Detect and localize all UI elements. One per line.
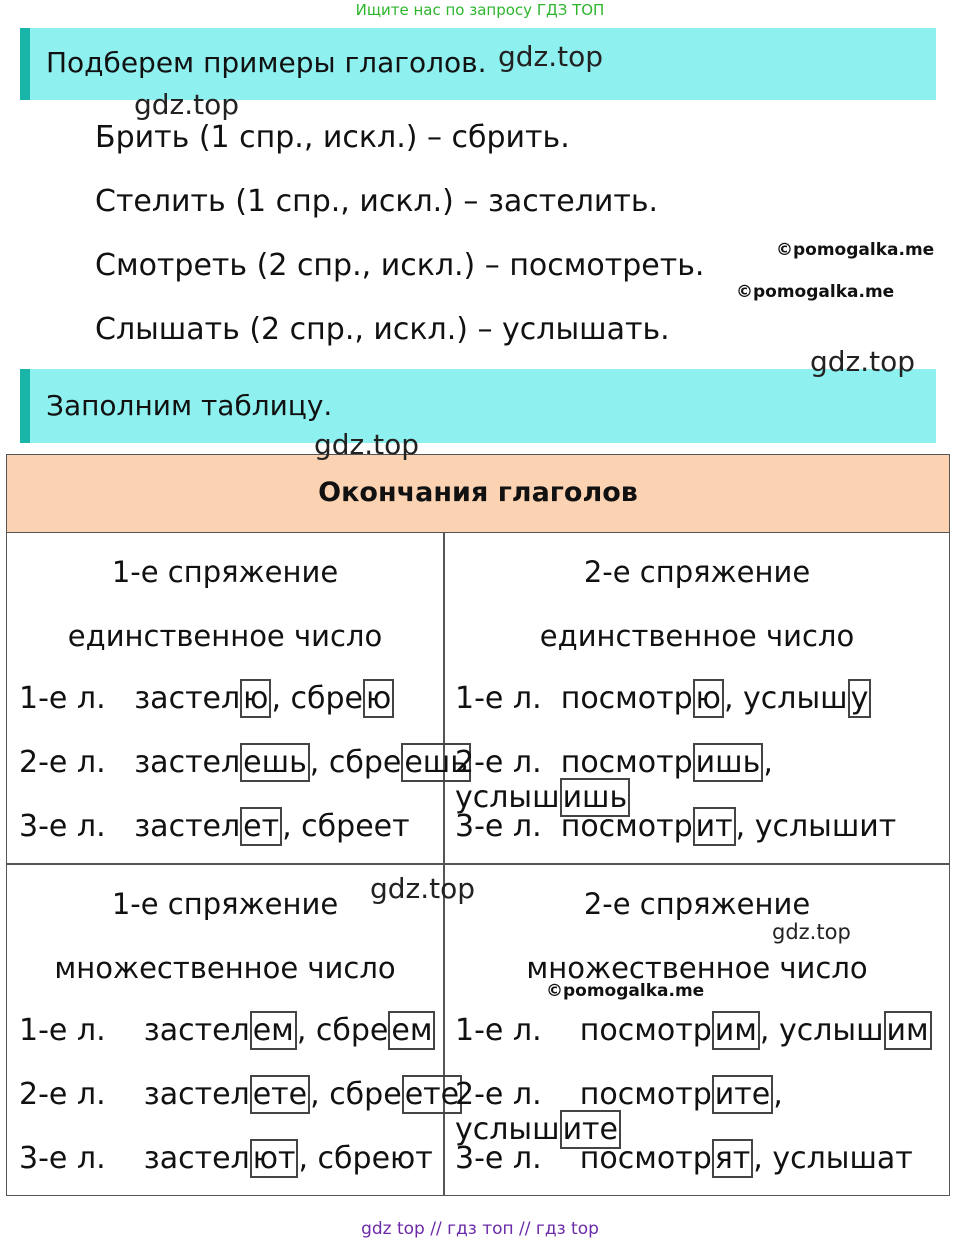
ending-box: ю (693, 679, 724, 718)
verb-base: Смотреть (95, 248, 248, 283)
table-row (19, 1141, 433, 1176)
separator: , (763, 745, 773, 780)
instruction-panel-2 (20, 369, 936, 443)
ending-box: ю (363, 679, 394, 718)
table-row (455, 809, 896, 844)
ending-box: ю (240, 679, 271, 718)
watermark-pomogalka: ©pomogalka.me (546, 981, 705, 1001)
person-label: 1-е л. (19, 681, 106, 716)
verb-derived: услышать (502, 312, 661, 347)
person-label: 3-е л. (19, 1141, 106, 1176)
watermark-gdz: gdz.top (498, 40, 604, 73)
watermark-pomogalka: ©pomogalka.me (776, 240, 935, 260)
table-row (455, 1077, 949, 1147)
verb-derived: застелить (487, 184, 649, 219)
top-banner: Ищите нас по запросу ГДЗ ТОП (355, 1, 605, 19)
verb-example-1 (95, 120, 570, 155)
word-stem: сбре (329, 1077, 402, 1112)
number-title: множественное число (54, 951, 396, 985)
conjugation-title: 2-е спряжение (583, 887, 811, 921)
person-label: 2-е л. (19, 1077, 106, 1112)
ending-box: ишь (560, 778, 631, 817)
separator: , (759, 1013, 779, 1048)
ending-box: ешь (240, 743, 310, 782)
ending-box: ете (250, 1075, 310, 1114)
word-stem: сбре (290, 681, 364, 716)
word-stem: застел (143, 1141, 250, 1176)
table-title: Окончания глаголов (318, 477, 638, 508)
verb-example-3 (95, 248, 704, 283)
verb-end: . (660, 312, 670, 347)
number-title: множественное число (526, 951, 868, 985)
separator: , (773, 1077, 783, 1112)
ending-box: им (884, 1011, 932, 1050)
separator: , (309, 745, 329, 780)
ending-box: ите (712, 1075, 773, 1114)
separator: , сбреет (282, 809, 410, 844)
table-row (19, 1077, 462, 1112)
separator: , (310, 1077, 330, 1112)
person-label: 1-е л. (455, 1013, 542, 1048)
separator: , (271, 681, 291, 716)
ending-box: ите (560, 1110, 621, 1149)
separator: , (296, 1013, 316, 1048)
ending-box: ешь (401, 743, 471, 782)
watermark-gdz: gdz.top (370, 872, 476, 905)
separator: , сбреют (298, 1141, 433, 1176)
word-stem: посмотр (579, 1013, 712, 1048)
ending-box: ем (388, 1011, 435, 1050)
ending-box: ишь (693, 743, 764, 782)
verb-derived: посмотреть (509, 248, 695, 283)
ending-box: ем (250, 1011, 297, 1050)
ending-box: ет (240, 807, 282, 846)
word-stem: сбре (328, 745, 402, 780)
verb-info: (2 спр., искл.) – (247, 248, 510, 283)
word-stem: сбре (315, 1013, 389, 1048)
table-row (455, 1141, 913, 1176)
ending-box: ит (693, 807, 736, 846)
watermark-pomogalka: ©pomogalka.me (736, 282, 895, 302)
footer-watermark: gdz top // гдз топ // гдз top (361, 1219, 599, 1239)
word-stem: услыш (455, 1112, 560, 1147)
word-stem: посмотр (560, 809, 693, 844)
table-row (455, 1013, 932, 1048)
verb-base: Брить (95, 120, 190, 155)
instruction-text-2: Заполним таблицу. (46, 389, 333, 422)
person-label: 2-е л. (455, 1077, 542, 1112)
person-label: 2-е л. (19, 745, 106, 780)
verb-info: (1 спр., искл.) – (189, 120, 452, 155)
word-stem: посмотр (560, 681, 693, 716)
person-label: 3-е л. (455, 1141, 542, 1176)
person-label: 1-е л. (19, 1013, 106, 1048)
table-row (19, 1013, 435, 1048)
word-stem: услыш (455, 780, 560, 815)
table-header (7, 455, 949, 533)
person-label: 1-е л. (455, 681, 542, 716)
conjugation-title: 1-е спряжение (111, 555, 339, 589)
word-stem: застел (134, 809, 241, 844)
separator: , услышат (753, 1141, 913, 1176)
verb-base: Слышать (95, 312, 240, 347)
ending-box: ят (712, 1139, 754, 1178)
verb-end: . (648, 184, 659, 219)
table-row (19, 809, 410, 844)
word-stem: услыш (778, 1013, 884, 1048)
word-stem: застел (134, 681, 241, 716)
separator: , услышит (735, 809, 897, 844)
verb-info: (2 спр., искл.) – (239, 312, 503, 347)
watermark-gdz: gdz.top (810, 345, 916, 378)
person-label: 3-е л. (455, 809, 542, 844)
endings-table (6, 454, 950, 1196)
watermark-gdz: gdz.top (772, 920, 851, 944)
word-stem: застел (134, 745, 241, 780)
ending-box: ют (250, 1139, 299, 1178)
ending-box: им (712, 1011, 760, 1050)
word-stem: посмотр (579, 1141, 712, 1176)
word-stem: посмотр (579, 1077, 712, 1112)
verb-end: . (694, 248, 705, 283)
word-stem: застел (143, 1013, 250, 1048)
table-divider-horizontal (7, 863, 949, 865)
number-title: единственное число (539, 619, 855, 653)
separator: , (723, 681, 744, 716)
ending-box: ете (402, 1075, 462, 1114)
conjugation-title: 1-е спряжение (111, 887, 339, 921)
table-row (19, 745, 471, 780)
person-label: 2-е л. (455, 745, 542, 780)
table-row (455, 681, 871, 716)
word-stem: услыш (743, 681, 848, 716)
table-row (19, 681, 394, 716)
number-title: единственное число (67, 619, 383, 653)
verb-base: Стелить (95, 184, 226, 219)
table-row (455, 745, 949, 815)
word-stem: застел (143, 1077, 250, 1112)
watermark-gdz: gdz.top (134, 88, 240, 121)
verb-info: (1 спр., искл.) – (225, 184, 488, 219)
verb-example-2 (95, 184, 658, 219)
verb-end: . (560, 120, 570, 155)
instruction-text-1: Подберем примеры глаголов. (46, 46, 487, 79)
verb-derived: сбрить (451, 120, 561, 155)
ending-box: у (848, 679, 872, 718)
verb-example-4 (95, 312, 670, 347)
watermark-gdz: gdz.top (314, 428, 420, 461)
conjugation-title: 2-е спряжение (583, 555, 811, 589)
word-stem: посмотр (560, 745, 693, 780)
person-label: 3-е л. (19, 809, 106, 844)
